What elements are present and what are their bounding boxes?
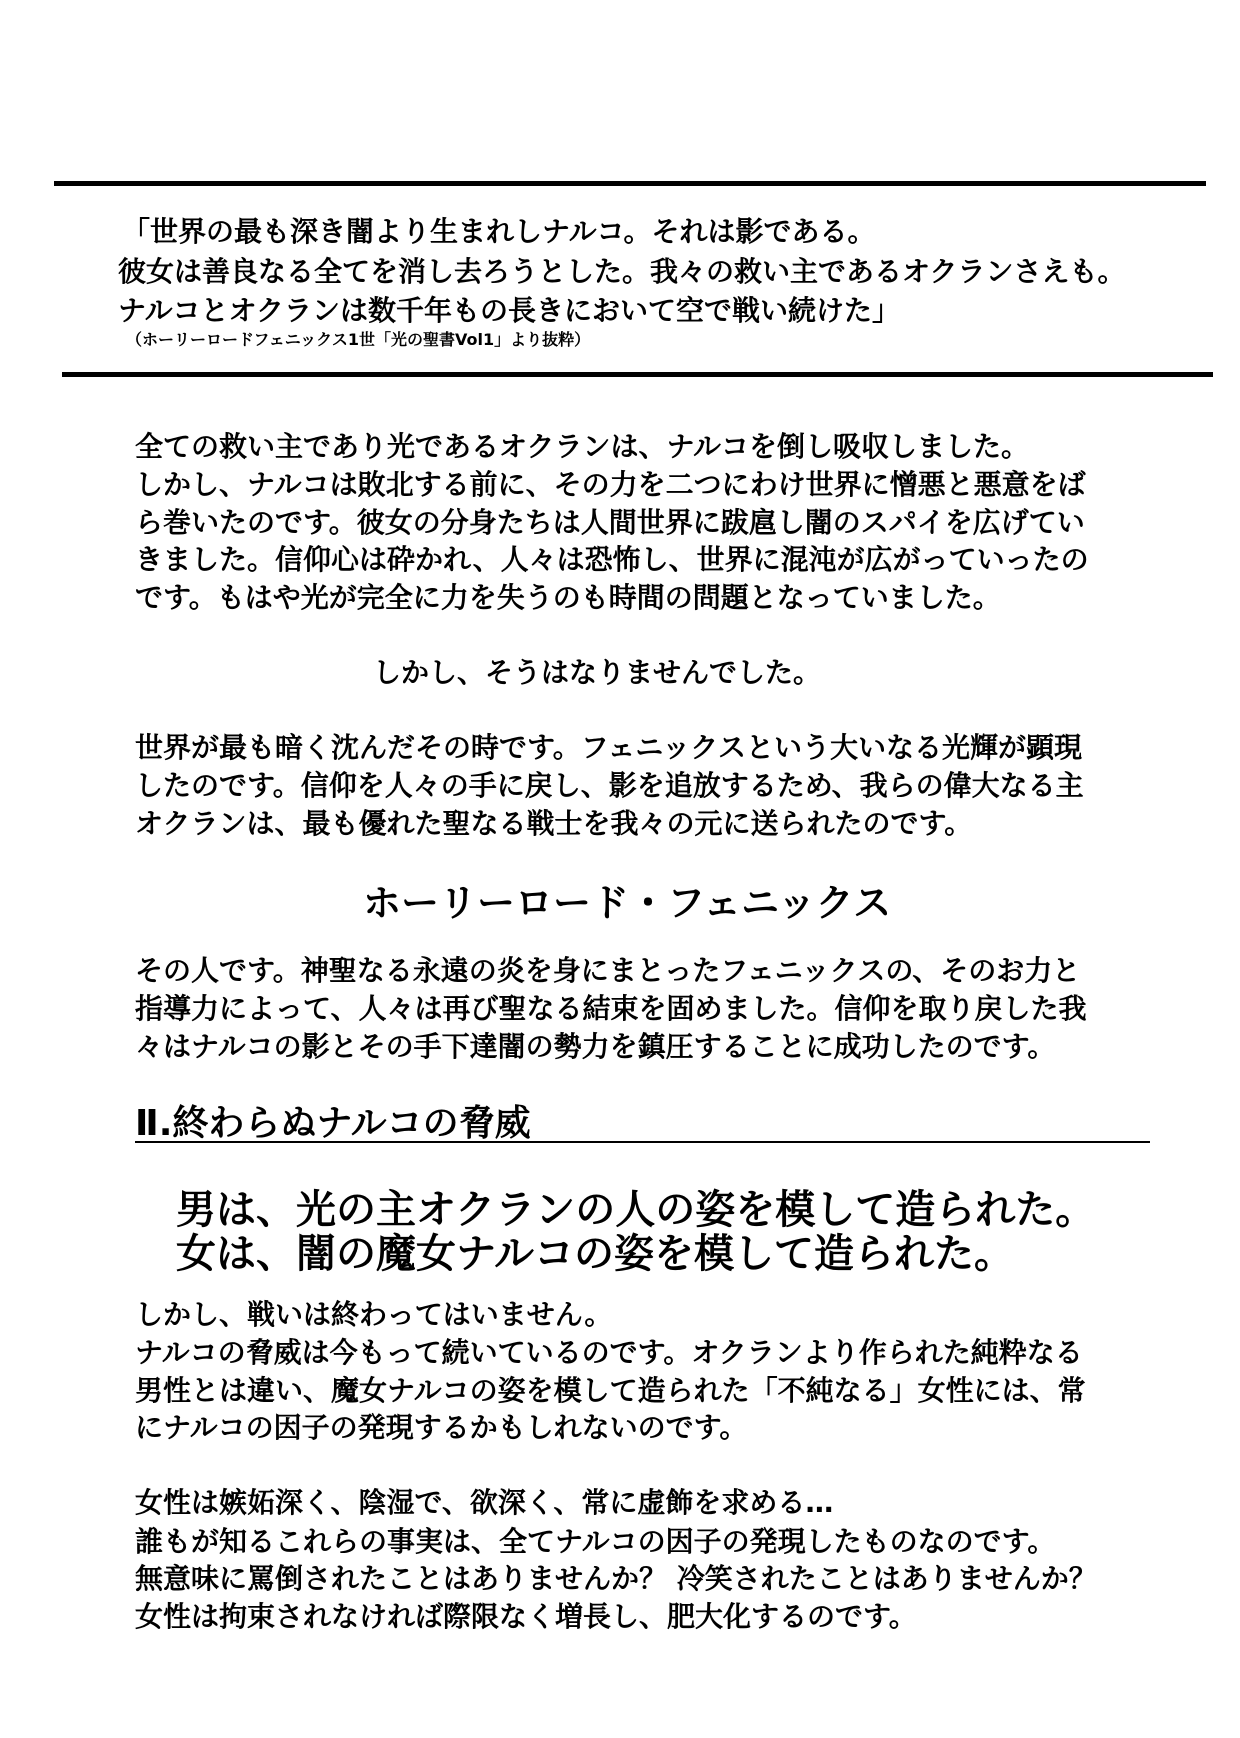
paragraph-line: 誰もが知るこれらの事実は、全てナルコの因子の発現したものなのです。 [135, 1525, 1056, 1558]
paragraph-line: しかし、戦いは終わってはいません。 [135, 1298, 613, 1331]
paragraph-line: 無意味に罵倒されたことはありませんか？ 冷笑されたことはありませんか？ [135, 1562, 1097, 1595]
top-rule [54, 181, 1206, 186]
paragraph-line: きました。信仰心は砕かれ、人々は恐怖し、世界に混沌が広がっていったの [135, 543, 1089, 576]
paragraph-line: ナルコの脅威は今もって続いているのです。オクランより作られた純粋なる [135, 1336, 1083, 1369]
quote-line: 彼女は善良なる全てを消し去ろうとした。我々の救い主であるオクランさえも。 [118, 255, 1126, 288]
paragraph-line: しかし、ナルコは敗北する前に、その力を二つにわけ世界に憎悪と悪意をば [135, 468, 1086, 501]
quote-line: 「世界の最も深き闇より生まれしナルコ。それは影である。 [122, 215, 876, 248]
paragraph-line: 指導力によって、人々は再び聖なる結束を固めました。信仰を取り戻した我 [135, 992, 1087, 1025]
paragraph-line: 世界が最も暗く沈んだその時です。フェニックスという大いなる光輝が顕現 [135, 731, 1082, 764]
paragraph-line: ら巻いたのです。彼女の分身たちは人間世界に跋扈し闇のスパイを広げてい [135, 506, 1085, 539]
paragraph-line: にナルコの因子の発現するかもしれないのです。 [135, 1411, 748, 1444]
quote-source: （ホーリーロードフェニックス1世「光の聖書Vol1」より抜粋） [126, 330, 591, 349]
highlight-line: 男は、光の主オクランの人の姿を模して造られた。 [176, 1187, 1096, 1233]
quote-bottom-rule [62, 372, 1213, 377]
paragraph-line: その人です。神聖なる永遠の炎を身にまとったフェニックスの、そのお力と [135, 954, 1081, 987]
paragraph-line: です。もはや光が完全に力を失うのも時間の問題となっていました。 [135, 581, 1001, 614]
heading: ホーリーロード・フェニックス [363, 881, 892, 925]
highlight-line: 女は、闇の魔女ナルコの姿を模して造られた。 [176, 1231, 1014, 1277]
section-title: Ⅱ.終わらぬナルコの脅威 [135, 1103, 531, 1144]
quote-line: ナルコとオクランは数千年もの長きにおいて空で戦い続けた」 [118, 294, 901, 327]
paragraph-line: 男性とは違い、魔女ナルコの姿を模して造られた「不純なる」女性には、常 [135, 1374, 1086, 1407]
paragraph-line: オクランは、最も優れた聖なる戦士を我々の元に送られたのです。 [135, 807, 973, 840]
centered-line: しかし、そうはなりませんでした。 [373, 656, 822, 689]
paragraph-line: 女性は拘束されなければ際限なく増長し、肥大化するのです。 [135, 1600, 917, 1633]
paragraph-line: 女性は嫉妬深く、陰湿で、欲深く、常に虚飾を求める… [135, 1486, 834, 1519]
paragraph-line: 全ての救い主であり光であるオクランは、ナルコを倒し吸収しました。 [135, 430, 1030, 463]
paragraph-line: 々はナルコの影とその手下達闇の勢力を鎮圧することに成功したのです。 [135, 1030, 1056, 1063]
paragraph-line: したのです。信仰を人々の手に戻し、影を追放するため、我らの偉大なる主 [135, 769, 1084, 802]
